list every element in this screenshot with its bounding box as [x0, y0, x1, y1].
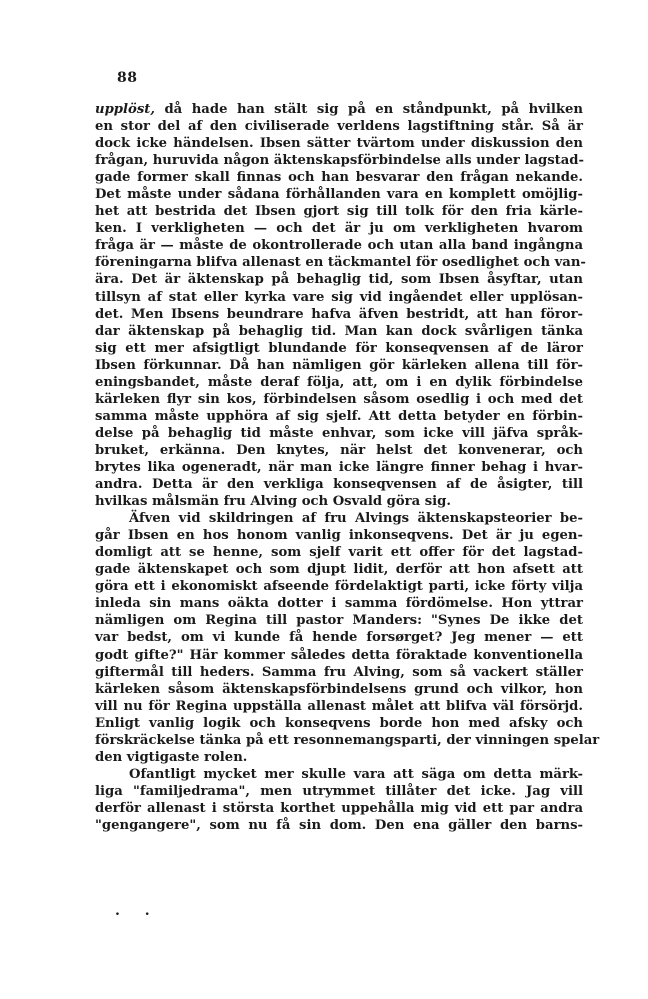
- text-line: hvilkas målsmän fru Alving och Osvald göra sig.: [95, 494, 451, 510]
- text-line: "gengangere", som nu få sin dom. Den ena gäller den barns-: [95, 817, 583, 833]
- footer-marks: . .: [115, 903, 160, 919]
- text-line: Ibsen förkunnar. Då han nämligen gör kärleken allena till för-: [95, 357, 583, 373]
- page-number: 88: [117, 70, 138, 86]
- text-line: dock icke händelsen. Ibsen sätter tvärtom under diskussion den: [95, 136, 583, 152]
- text-line: brytes lika ogeneradt, när man icke längre finner behag i hvar-: [95, 459, 583, 475]
- text-line: det. Men Ibsens beundrare hafva äfven bestridt, att han föror-: [95, 306, 583, 322]
- text-line: göra ett i ekonomiskt afseende fördelaktigt parti, icke förty vilja: [95, 579, 583, 595]
- text-line: giftermål till heders. Samma fru Alving, som så vackert ställer: [95, 664, 583, 680]
- text-body: [95, 101, 600, 834]
- text-line: bruket, erkänna. Den knytes, när helst det konvenerar, och: [95, 442, 583, 458]
- text-line: derför allenast i största korthet uppehålla mig vid ett par andra: [95, 800, 583, 816]
- text-line: domligt att se henne, som sjelf varit ett offer för det lagstad-: [95, 545, 583, 561]
- text-line: vill nu för Regina uppställa allenast målet att blifva väl försörjd.: [95, 698, 583, 714]
- text-line: kärleken flyr sin kos, förbindelsen såsom osedlig i och med det: [95, 391, 583, 407]
- text-line: tillsyn af stat eller kyrka vare sig vid ingåendet eller upplösan-: [95, 289, 583, 305]
- text-line: förskräckelse tänka på ett resonnemangsparti, der vinningen spelar: [95, 732, 600, 748]
- text-line: går Ibsen en hos honom vanlig inkonseqvens. Det är ju egen-: [95, 528, 583, 544]
- text-line: Äfven vid skildringen af fru Alvings äktenskapsteorier be-: [129, 511, 583, 527]
- text-line: delse på behaglig tid måste enhvar, som icke vill jäfva språk-: [95, 425, 583, 441]
- text-line: ken. I verkligheten — och det är ju om verkligheten hvarom: [95, 221, 583, 237]
- text-line: andra. Detta är den verkliga konseqvensen af de åsigter, till: [95, 477, 583, 493]
- text-line: eningsbandet, måste deraf följa, att, om i en dylik förbindelse: [95, 374, 583, 390]
- text-line: var bedst, om vi kunde få hende forsørget? Jeg mener — ett: [95, 630, 583, 646]
- italic-word: upplöst,: [95, 102, 155, 117]
- text-line: godt gifte?" Här kommer således detta föraktade konventionella: [95, 647, 583, 663]
- text-line: samma måste upphöra af sig sjelf. Att detta betyder en förbin-: [95, 408, 583, 424]
- text-line: frågan, huruvida någon äktenskapsförbindelse alls under lagstad-: [95, 153, 584, 169]
- text-line: kärleken såsom äktenskapsförbindelsens grund och vilkor, hon: [95, 681, 583, 697]
- text-line: föreningarna blifva allenast en täckmantel för osedlighet och van-: [95, 255, 586, 271]
- text-line: upplöst, då hade han stält sig på en ståndpunkt, på hvilken: [95, 102, 583, 117]
- text-line: dar äktenskap på behaglig tid. Man kan dock svårligen tänka: [95, 323, 583, 339]
- text-line: ära. Det är äktenskap på behaglig tid, som Ibsen åsyftar, utan: [95, 272, 583, 288]
- text-line: liga "familjedrama", men utrymmet tillåter det icke. Jag vill: [95, 783, 583, 799]
- text-line: gade former skall finnas och han besvarar den frågan nekande.: [95, 170, 583, 186]
- text-line: Det måste under sådana förhållanden vara en komplett omöjlig-: [95, 187, 583, 203]
- text-line: inleda sin mans oäkta dotter i samma fördömelse. Hon yttrar: [95, 596, 583, 612]
- text-line: gade äktenskapet och som djupt lidit, derför att hon afsett att: [95, 562, 583, 578]
- text-line: sig ett mer afsigtligt blundande för konseqvensen af de läror: [95, 340, 583, 356]
- text-line: nämligen om Regina till pastor Manders: "Synes De ikke det: [95, 613, 583, 629]
- text-line: Ofantligt mycket mer skulle vara att säga om detta märk-: [129, 766, 583, 782]
- text-line: en stor del af den civiliserade verldens lagstiftning står. Så är: [95, 119, 583, 135]
- text-line: fråga är — måste de okontrollerade och utan alla band ingångna: [95, 238, 583, 254]
- text-line: het att bestrida det Ibsen gjort sig till tolk för den fria kärle-: [95, 204, 583, 220]
- text-line: den vigtigaste rolen.: [95, 749, 248, 765]
- text-line: Enligt vanlig logik och konseqvens borde hon med afsky och: [95, 715, 583, 731]
